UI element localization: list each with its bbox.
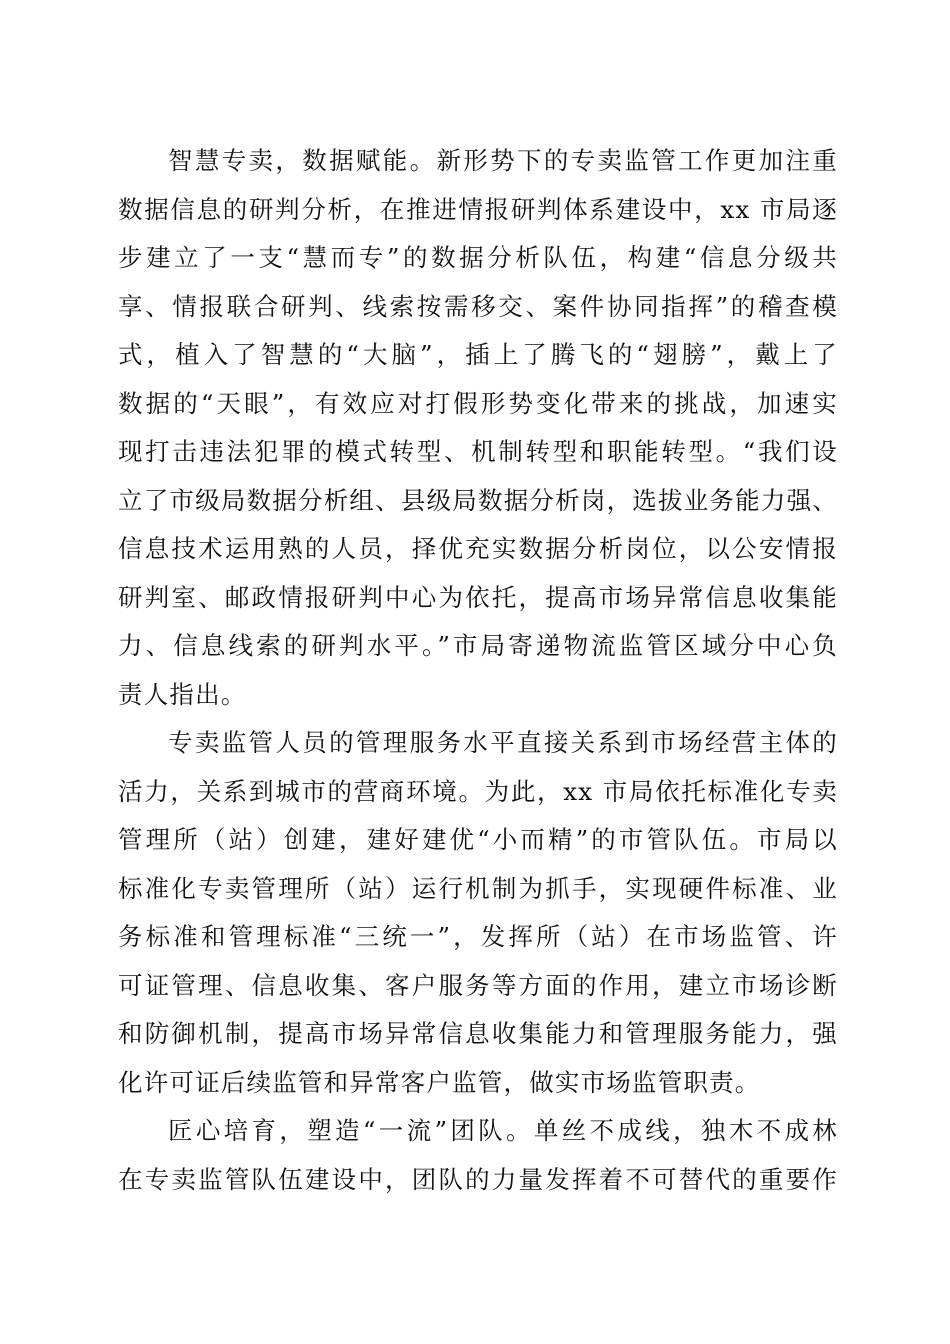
paragraph-line: 管理所（站）创建，建好建优“小而精”的市管队伍。市局以: [118, 825, 838, 854]
paragraph-line: 标准化专卖管理所（站）运行机制为抓手，实现硬件标准、业: [118, 873, 838, 903]
paragraph-line: 务标准和管理标准“三统一”，发挥所（站）在市场监管、许: [118, 922, 838, 951]
paragraph-line: 立了市级局数据分析组、县级局数据分析岗，选拔业务能力强、: [118, 485, 838, 515]
paragraph-line: 步建立了一支“慧而专”的数据分析队伍，构建“信息分级共: [118, 243, 838, 272]
paragraph-line: 数据信息的研判分析，在推进情报研判体系建设中，xx 市局逐: [118, 194, 838, 224]
paragraph-line: 责人指出。: [118, 679, 247, 709]
paragraph-line: 可证管理、信息收集、客户服务等方面的作用，建立市场诊断: [118, 970, 838, 1000]
paragraph-line: 和防御机制，提高市场异常信息收集能力和管理服务能力，强: [118, 1019, 838, 1048]
paragraph-line: 匠心培育，塑造“一流”团队。单丝不成线，独木不成林: [168, 1116, 838, 1145]
paragraph-line: 活力，关系到城市的营商环境。为此，xx 市局依托标准化专卖: [118, 776, 838, 806]
paragraph-line: 智慧专卖，数据赋能。新形势下的专卖监管工作更加注重: [168, 146, 838, 175]
paragraph-line: 化许可证后续监管和异常客户监管，做实市场监管职责。: [118, 1067, 761, 1097]
paragraph-line: 现打击违法犯罪的模式转型、机制转型和职能转型。“我们设: [118, 437, 838, 466]
paragraph-market-management: [118, 719, 838, 1107]
paragraph-line: 式，植入了智慧的“大脑”，插上了腾飞的“翅膀”，戴上了: [118, 340, 838, 369]
paragraph-smart-monopoly: [118, 137, 838, 719]
paragraph-line: 力、信息线索的研判水平。”市局寄递物流监管区域分中心负: [118, 631, 838, 660]
paragraph-line: 信息技术运用熟的人员，择优充实数据分析岗位，以公安情报: [118, 534, 838, 563]
paragraph-team-building: [118, 1107, 838, 1204]
paragraph-line: 数据的“天眼”，有效应对打假形势变化带来的挑战，加速实: [118, 388, 838, 418]
body-text: [118, 137, 838, 1204]
paragraph-line: 研判室、邮政情报研判中心为依托，提高市场异常信息收集能: [118, 582, 838, 612]
paragraph-line: 享、情报联合研判、线索按需移交、案件协同指挥”的稽查模: [118, 291, 838, 321]
paragraph-line: 在专卖监管队伍建设中，团队的力量发挥着不可替代的重要作: [118, 1164, 838, 1194]
paragraph-line: 专卖监管人员的管理服务水平直接关系到市场经营主体的: [168, 728, 838, 757]
